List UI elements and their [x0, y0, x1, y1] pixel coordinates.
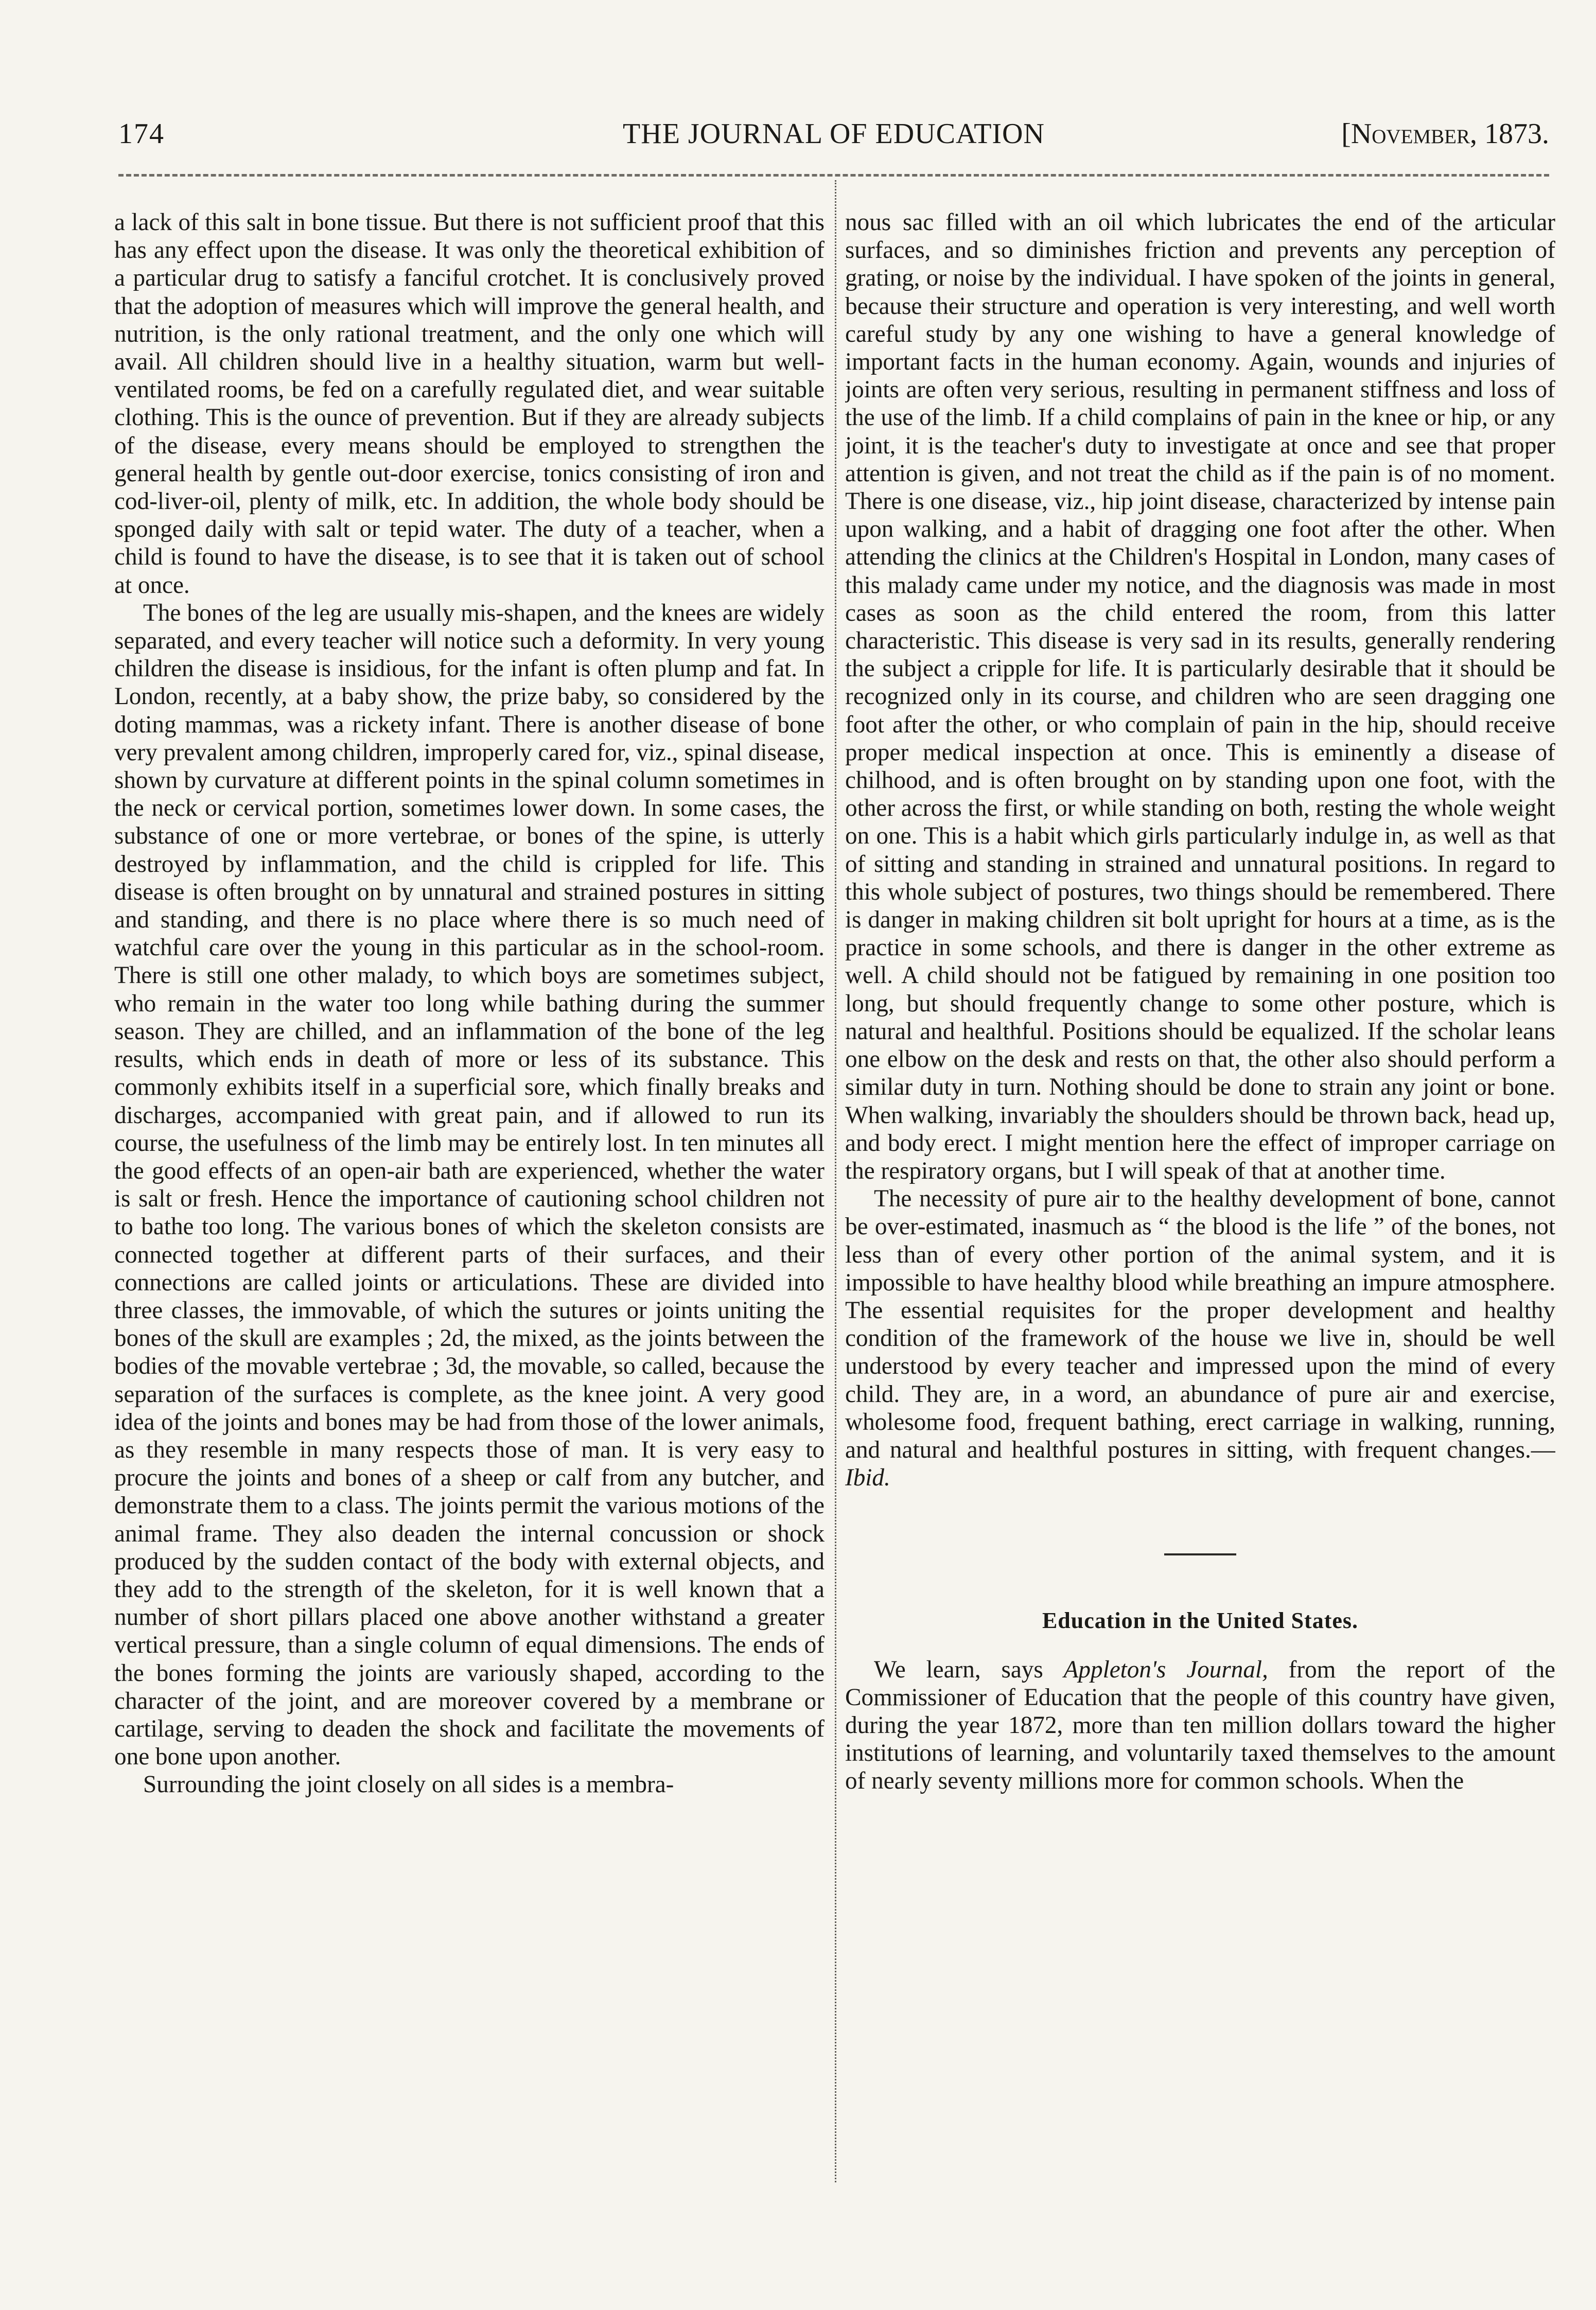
- right-column: [845, 208, 1555, 2180]
- journal-title: THE JOURNAL OF EDUCATION: [623, 118, 1045, 150]
- attribution: Ibid.: [845, 1464, 890, 1492]
- source-title: Appleton's Journal,: [1063, 1656, 1268, 1683]
- issue-date: [November, 1873.: [1341, 118, 1549, 150]
- section-separator: [1164, 1553, 1236, 1555]
- section-intro: We learn, says: [874, 1656, 1064, 1683]
- section-heading: Education in the United States.: [1042, 1608, 1359, 1634]
- page-number: 174: [118, 118, 165, 150]
- paragraph-text: The necessity of pure air to the healthy development of bone, cannot be over-estimated, inasmuch as “ the blood is the life ” of the bones, not less than of every other portion of the animal system, and it is impossible to have healthy blood while breathing an impure atmosphere. The essential requisites for the proper development and healthy condition of the framework of the house we live in, should be well understood by every teacher and impressed upon the mind of every child. They are, in a word, an abundance of pure air and exercise, wholesome food, frequent bathing, erect carriage in walking, running, and natural and healthful postures in sitting, with frequent changes.—: [845, 1185, 1555, 1463]
- paragraph: nous sac filled with an oil which lubricates the end of the articular surfaces, and so diminishes friction and prevents any perception of grating, or noise by the individual. I have spoken of the joints in general, because their structure and operation is very interesting, and well worth careful study by any one wishing to have a general knowledge of important facts in the human economy. Again, wounds and injuries of joints are often very serious, resulting in permanent stiffness and loss of the use of the limb. If a child complains of pain in the knee or hip, or any joint, it is the teacher's duty to investigate at once and see that proper attention is given, and not treat the child as if the pain is of no moment. There is one disease, viz., hip joint disease, characterized by intense pain upon walking, and a habit of dragging one foot after the other. When attending the clinics at the Children's Hospital in London, many cases of this malady came under my notice, and the diagnosis was made in most cases as soon as the child entered the room, from this latter characteristic. This disease is very sad in its results, generally rendering the subject a cripple for life. It is particularly desirable that it should be recognized only in its course, and children who are seen dragging one foot after the other, or who complain of pain in the hip, should receive proper medical inspection at once. This is eminently a disease of chilhood, and is often brought on by standing upon one foot, with the other across the first, or while standing on both, resting the whole weight on one. This is a habit which girls particularly indulge in, as well as that of sitting and standing in strained and unnatural positions. In regard to this whole subject of postures, two things should be remembered. There is danger in making children sit bolt upright for hours at a time, as is the practice in some schools, and there is danger in the other extreme as well. A child should not be fatigued by remaining in one position too long, but should frequently change to some other posture, which is natural and healthful. Positions should be equalized. If the scholar leans one elbow on the desk and rests on that, the other also should perform a similar duty in turn. Nothing should be done to strain any joint or bone. When walking, invariably the shoulders should be thrown back, head up, and body erect. I might mention here the effect of improper carriage on the respiratory organs, but I will speak of that at another time.: [845, 209, 1555, 1184]
- paragraph: The bones of the leg are usually mis-shapen, and the knees are widely separated, and every teacher will notice such a deformity. In very young children the disease is insidious, for the infant is often plump and fat. In London, recently, at a baby show, the prize baby, so considered by the doting mammas, was a rickety infant. There is another disease of bone very prevalent among children, improperly cared for, viz., spinal disease, shown by curvature at different points in the spinal column sometimes in the neck or cervical portion, sometimes lower down. In some cases, the substance of one or more vertebrae, or bones of the spine, is utterly destroyed by inflammation, and the child is crippled for life. This disease is often brought on by unnatural and strained postures in sitting and standing, and there is no place where there is so much need of watchful care over the young in this particular as in the school-room. There is still one other malady, to which boys are sometimes subject, who remain in the water too long while bathing during the summer season. They are chilled, and an inflammation of the bone of the leg results, which ends in death of more or less of its substance. This commonly exhibits itself in a superficial sore, which finally breaks and discharges, accompanied with great pain, and if allowed to run its course, the usefulness of the limb may be entirely lost. In ten minutes all the good effects of an open-air bath are experienced, whether the water is salt or fresh. Hence the importance of cautioning school children not to bathe too long. The various bones of which the skeleton consists are connected together at different parts of their surfaces, and their connections are called joints or articulations. These are divided into three classes, the immovable, of which the sutures or joints uniting the bones of the skull are examples ; 2d, the mixed, as the joints between the bodies of the movable vertebrae ; 3d, the movable, so called, because the separation of the surfaces is complete, as the knee joint. A very good idea of the joints and bones may be had from those of the lower animals, as they resemble in many respects those of man. It is very easy to procure the joints and bones of a sheep or calf from any butcher, and demonstrate them to a class. The joints permit the various motions of the animal frame. They also deaden the internal concussion or shock produced by the sudden contact of the body with external objects, and they add to the strength of the skeleton, for it is well known that a number of short pillars placed one above another withstand a greater vertical pressure, than a single column of equal dimensions. The ends of the bones forming the joints are variously shaped, according to the character of the joint, and are moreover covered by a membrane or cartilage, serving to deaden the shock and facilitate the movements of one bone upon another.: [114, 599, 825, 1771]
- header-rule: [118, 174, 1549, 177]
- paragraph: Surrounding the joint closely on all sides is a membra-: [143, 1771, 674, 1798]
- column-divider: [835, 180, 836, 2182]
- page-header: [118, 111, 1549, 157]
- closing-paragraph: [845, 1185, 1555, 1492]
- section-body: from the report of the Commissioner of Education that the people of this country have given, during the year 1872, more than ten million dollars toward the higher institutions of learning, and voluntarily taxed themselves to the amount of nearly seventy millions more for common schools. When the: [845, 1656, 1555, 1795]
- section-paragraph: [845, 1656, 1555, 1795]
- paragraph: a lack of this salt in bone tissue. But there is not sufficient proof that this has any effect upon the disease. It was only the theoretical exhibition of a particular drug to satisfy a fanciful crotchet. It is conclusively proved that the adoption of measures which will improve the general health, and nutrition, is the only rational treatment, and the only one which will avail. All children should live in a healthy situation, warm but well-ventilated rooms, be fed on a carefully regulated diet, and wear suitable clothing. This is the ounce of prevention. But if they are already subjects of the disease, every means should be employed to strengthen the general health by gentle out-door exercise, tonics consisting of iron and cod-liver-oil, plenty of milk, etc. In addition, the whole body should be sponged daily with salt or tepid water. The duty of a teacher, when a child is found to have the disease, is to see that it is taken out of school at once.: [114, 209, 825, 599]
- left-column: [114, 208, 825, 2180]
